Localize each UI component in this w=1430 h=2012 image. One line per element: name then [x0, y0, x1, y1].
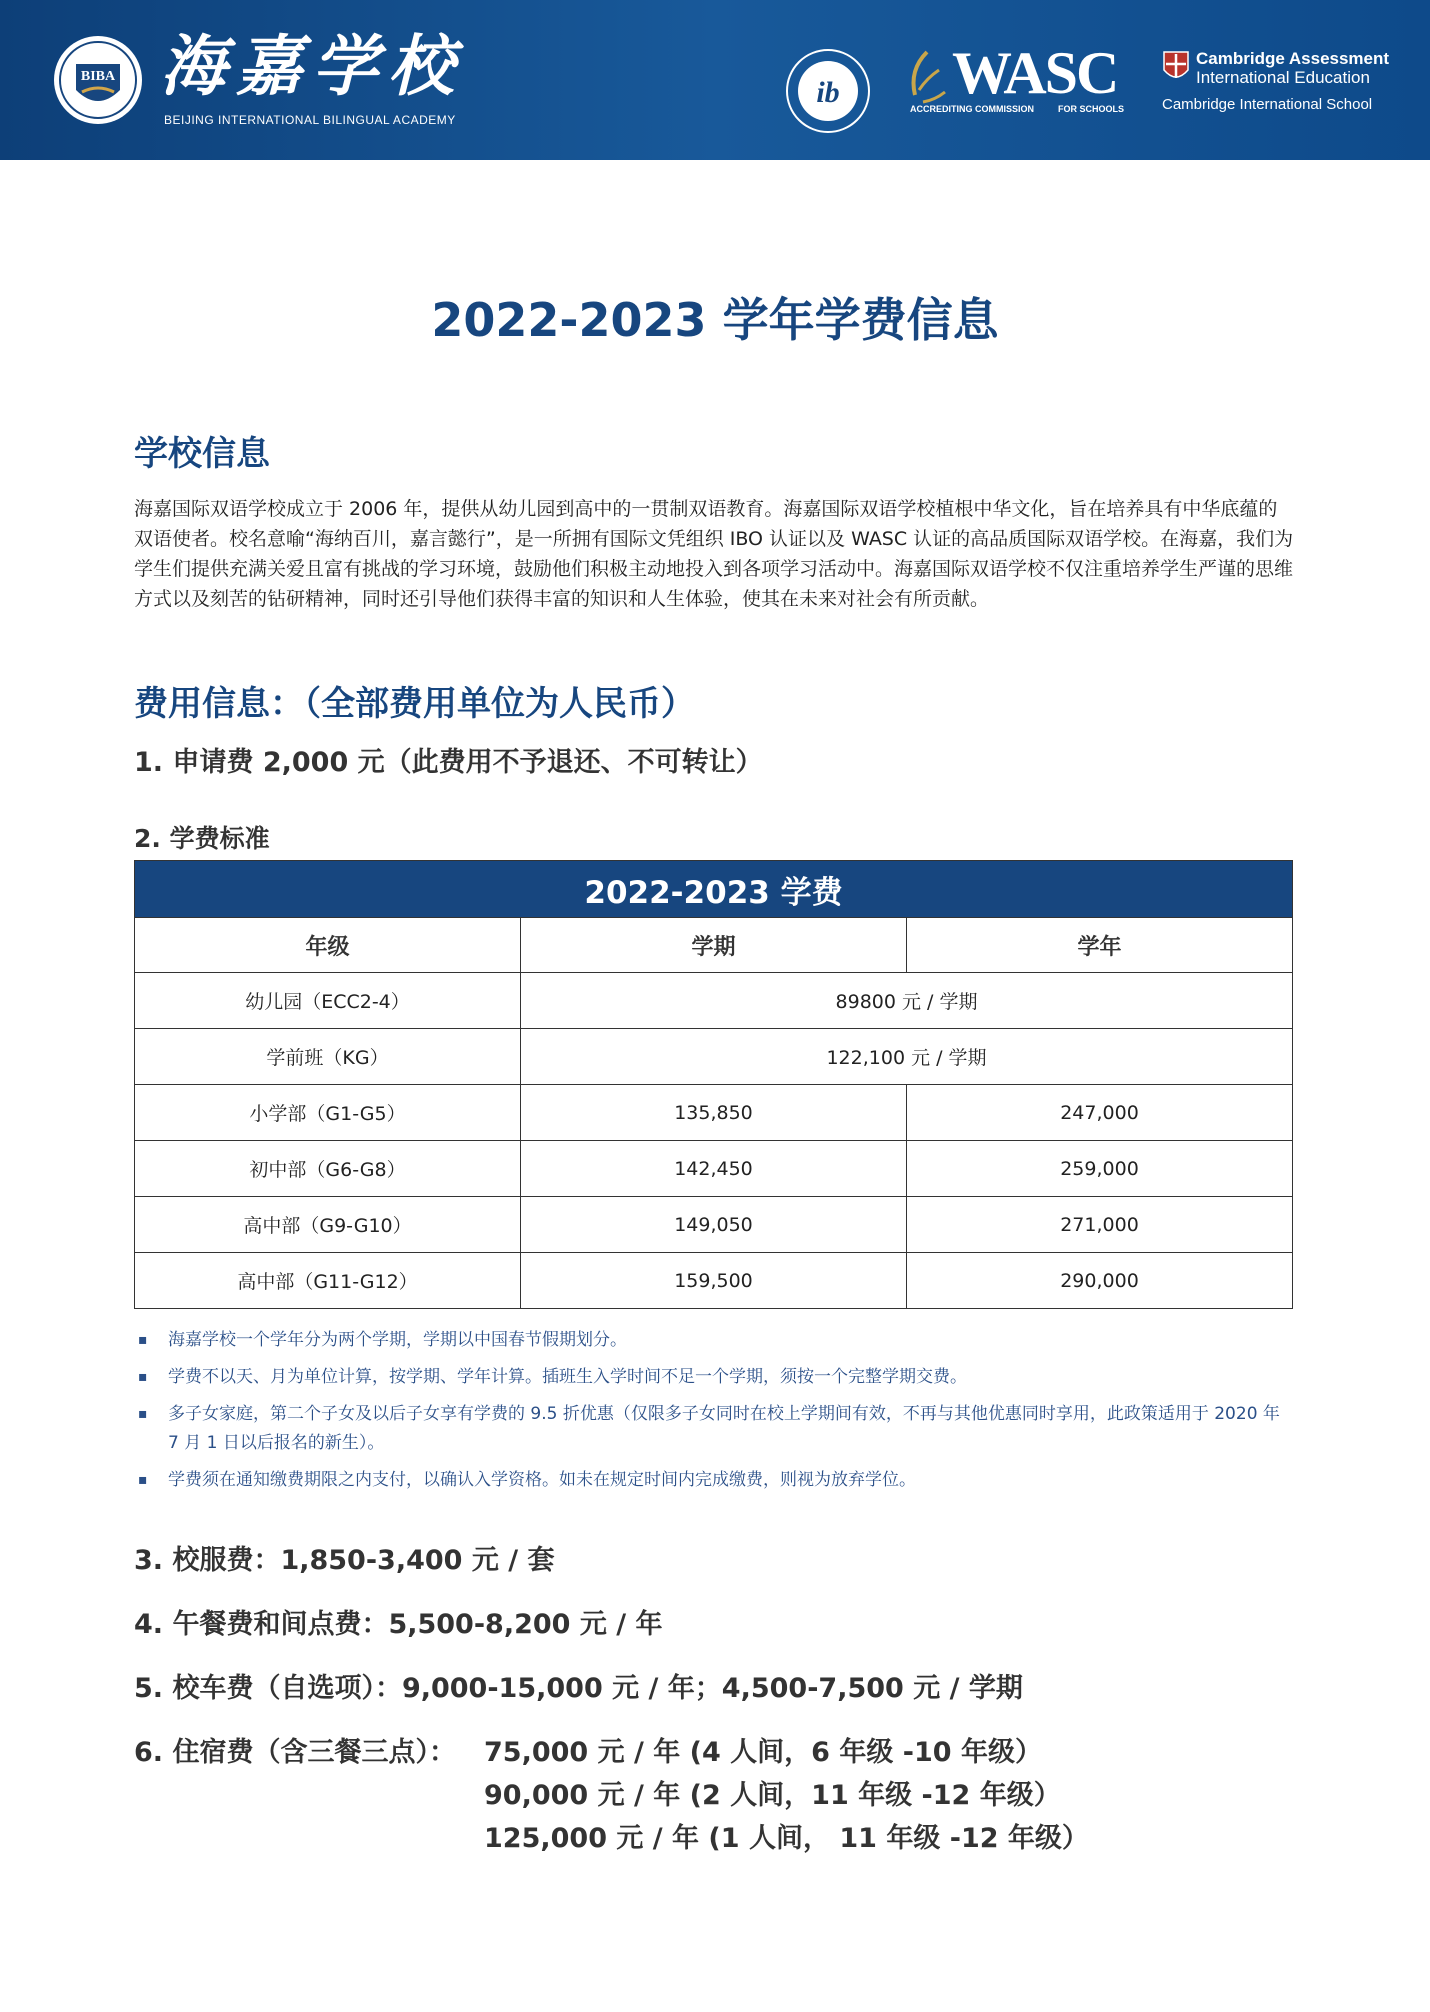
table-row [135, 1085, 1293, 1141]
bullet-icon: ▪ [138, 1472, 148, 1488]
bullet-icon: ▪ [138, 1406, 148, 1422]
note-text: 学费不以天、月为单位计算，按学期、学年计算。插班生入学时间不足一个学期，须按一个完整学期交费。 [168, 1367, 967, 1387]
cambridge-shield-icon [1162, 50, 1190, 84]
fees-heading: 费用信息：（全部费用单位为人民币） [134, 684, 695, 724]
school-name-cn: 海嘉学校 [160, 27, 464, 105]
col-header-term: 学期 [521, 918, 907, 973]
term-fee-cell: 159,500 [521, 1253, 907, 1309]
grade-cell: 初中部（G6-G8） [135, 1141, 521, 1197]
cambridge-line3: Cambridge International School [1162, 96, 1373, 113]
school-info-paragraph: 海嘉国际双语学校成立于 2006 年，提供从幼儿园到高中的一贯制双语教育。海嘉国际双语学校植根中华文化，旨在培养具有中华底蕴的双语使者。校名意喻“海纳百川，嘉言懿行”，是一所拥有国际文凭组织 IBO 认证以及 WASC 认证的高品质国际双语学校。在海嘉，我们为学生们提供充满关爱且富有挑战的学习环境，鼓励他们积极主动地投入到各项学习活动中。海嘉国际双语学校不仅注重培养学生严谨的思维方式以及刻苦的钻研精神，同时还引导他们获得丰富的知识和人生体验，使其在未来对社会有所贡献。 [134, 498, 1294, 610]
year-fee-cell: 259,000 [907, 1141, 1293, 1197]
application-fee: 1. 申请费 2,000 元（此费用不予退还、不可转让） [134, 747, 763, 778]
table-row [135, 1253, 1293, 1309]
col-header-grade: 年级 [135, 918, 521, 973]
table-row [135, 1197, 1293, 1253]
table-row [135, 1029, 1293, 1085]
table-row [135, 973, 1293, 1029]
note-text: 多子女家庭，第二个子女及以后子女享有学费的 9.5 折优惠（仅限多子女同时在校上学期间有效，不再与其他优惠同时享用，此政策适用于 2020 年 7 月 1 日以后报名的新生）。 [168, 1404, 1280, 1453]
grade-cell: 高中部（G11-G12） [135, 1253, 521, 1309]
ib-text: ib [816, 76, 840, 109]
tuition-table [134, 860, 1292, 1309]
col-header-year: 学年 [907, 918, 1293, 973]
boarding-fee-line3: 125,000 元 / 年 (1 人间， 11 年级 -12 年级） [484, 1823, 1089, 1854]
wasc-sub-left: ACCREDITING COMMISSION [910, 104, 1035, 114]
table-row [135, 1141, 1293, 1197]
year-fee-cell: 271,000 [907, 1197, 1293, 1253]
list-item [134, 1363, 1294, 1392]
note-text: 海嘉学校一个学年分为两个学期，学期以中国春节假期划分。 [168, 1330, 627, 1350]
document-title: 2022-2023 学年学费信息 [431, 293, 999, 347]
school-crest-icon [52, 34, 144, 126]
bullet-icon: ▪ [138, 1369, 148, 1385]
cambridge-line2: International Education [1196, 68, 1370, 87]
grade-cell: 学前班（KG） [135, 1029, 521, 1085]
boarding-fee-line1: 75,000 元 / 年 (4 人间，6 年级 -10 年级） [484, 1737, 1042, 1768]
year-fee-cell: 247,000 [907, 1085, 1293, 1141]
term-fee-cell: 135,850 [521, 1085, 907, 1141]
school-name-en: BEIJING INTERNATIONAL BILINGUAL ACADEMY [164, 113, 456, 127]
grade-cell: 幼儿园（ECC2-4） [135, 973, 521, 1029]
ib-logo-icon [785, 48, 871, 134]
tuition-notes [134, 1326, 1294, 1503]
bullet-icon: ▪ [138, 1332, 148, 1348]
school-info-heading: 学校信息 [134, 434, 270, 474]
wasc-logo-text: WASC [952, 40, 1118, 106]
header-banner [0, 0, 1430, 160]
cambridge-line1: Cambridge Assessment [1196, 49, 1390, 68]
crest-text: BIBA [80, 69, 116, 84]
tuition-heading: 2. 学费标准 [134, 824, 270, 853]
note-text: 学费须在通知缴费期限之内支付，以确认入学资格。如未在规定时间内完成缴费，则视为放弃学位。 [168, 1470, 916, 1490]
table-banner: 2022-2023 学费 [135, 861, 1293, 918]
year-fee-cell: 290,000 [907, 1253, 1293, 1309]
bus-fee: 5. 校车费（自选项）：9,000-15,000 元 / 年；4,500-7,500 元 / 学期 [134, 1673, 1023, 1704]
list-item [134, 1400, 1294, 1458]
merged-fee-cell: 122,100 元 / 学期 [521, 1029, 1293, 1085]
boarding-fee-label: 6. 住宿费（含三餐三点）： [134, 1737, 456, 1768]
boarding-fee-line2: 90,000 元 / 年 (2 人间，11 年级 -12 年级） [484, 1780, 1061, 1811]
term-fee-cell: 149,050 [521, 1197, 907, 1253]
term-fee-cell: 142,450 [521, 1141, 907, 1197]
wasc-sub-right: FOR SCHOOLS [1058, 104, 1125, 114]
uniform-fee: 3. 校服费：1,850-3,400 元 / 套 [134, 1545, 555, 1576]
grade-cell: 高中部（G9-G10） [135, 1197, 521, 1253]
grade-cell: 小学部（G1-G5） [135, 1085, 521, 1141]
list-item [134, 1466, 1294, 1495]
meal-fee: 4. 午餐费和间点费：5,500-8,200 元 / 年 [134, 1609, 663, 1640]
merged-fee-cell: 89800 元 / 学期 [521, 973, 1293, 1029]
list-item [134, 1326, 1294, 1355]
